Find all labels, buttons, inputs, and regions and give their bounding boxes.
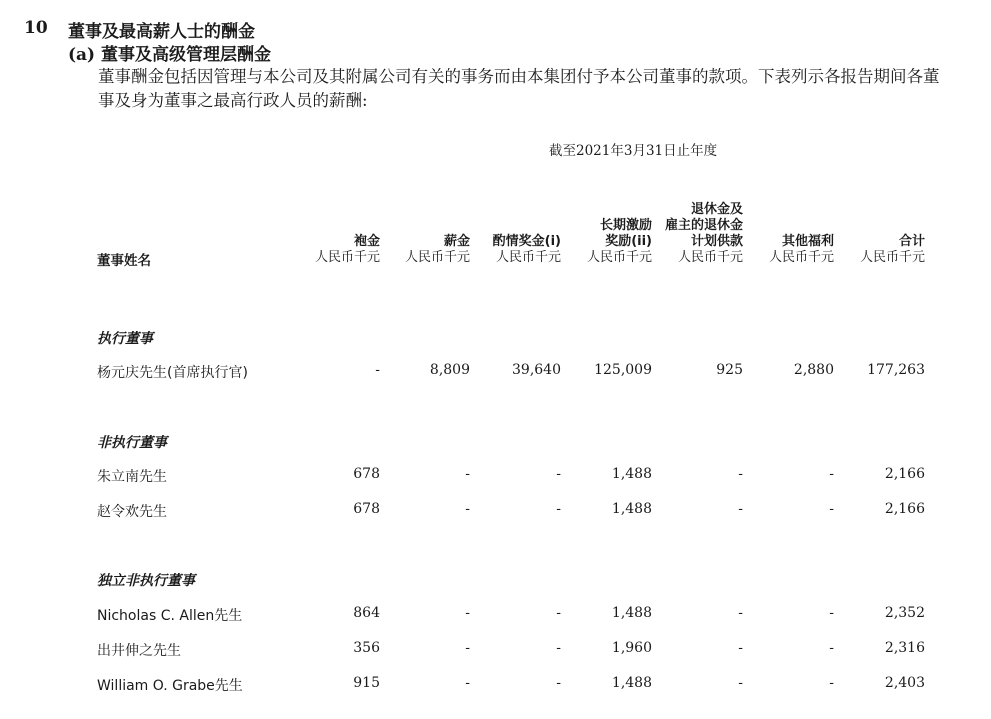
column-header-label: 雇主的退休金 bbox=[664, 218, 743, 233]
column-unit: 人民币千元 bbox=[314, 250, 380, 265]
column-header-1 bbox=[315, 234, 380, 266]
director-name: 杨元庆先生(首席执行官) bbox=[97, 365, 248, 381]
table-cell: - bbox=[375, 362, 380, 378]
table-cell: - bbox=[556, 501, 561, 517]
column-header-2 bbox=[405, 234, 470, 266]
table-cell: 925 bbox=[716, 362, 743, 378]
column-header-3 bbox=[493, 234, 561, 266]
section-number: 10 bbox=[24, 18, 48, 38]
table-cell: - bbox=[556, 640, 561, 656]
column-unit: 人民币千元 bbox=[677, 250, 743, 265]
table-cell: 8,809 bbox=[429, 362, 470, 378]
table-cell: - bbox=[465, 605, 470, 621]
column-unit: 人民币千元 bbox=[495, 250, 561, 265]
column-header-6 bbox=[769, 234, 834, 266]
table-cell: 39,640 bbox=[512, 362, 561, 378]
table-cell: 177,263 bbox=[867, 362, 925, 378]
table-cell: - bbox=[465, 501, 470, 517]
column-unit: 人民币千元 bbox=[768, 250, 834, 265]
table-cell: 678 bbox=[353, 501, 380, 517]
table-cell: 2,403 bbox=[884, 675, 925, 691]
table-cell: 125,009 bbox=[594, 362, 652, 378]
column-header-label: 袍金 bbox=[353, 234, 380, 249]
table-cell: - bbox=[829, 605, 834, 621]
category-heading: 非执行董事 bbox=[97, 435, 167, 451]
table-cell: - bbox=[465, 675, 470, 691]
table-cell: - bbox=[465, 640, 470, 656]
table-cell: - bbox=[738, 640, 743, 656]
column-header-7 bbox=[860, 234, 925, 266]
section-title: 董事及最高薪人士的酬金 bbox=[68, 22, 255, 42]
subsection-title: (a) 董事及高级管理层酬金 bbox=[68, 45, 272, 65]
column-header-label: 退休金及 bbox=[690, 202, 743, 217]
table-cell: - bbox=[465, 466, 470, 482]
table-cell: - bbox=[738, 466, 743, 482]
column-header-5 bbox=[665, 202, 743, 266]
column-header-label: 合计 bbox=[898, 234, 925, 249]
column-header-4 bbox=[587, 218, 652, 266]
category-heading: 执行董事 bbox=[97, 331, 153, 347]
director-name: Nicholas C. Allen先生 bbox=[97, 608, 243, 624]
table-cell: - bbox=[738, 675, 743, 691]
column-header-label: 酌情奖金(i) bbox=[492, 234, 561, 249]
column-unit: 人民币千元 bbox=[404, 250, 470, 265]
director-name: 朱立南先生 bbox=[97, 469, 167, 485]
table-cell: 1,960 bbox=[611, 640, 652, 656]
table-cell: 1,488 bbox=[611, 466, 652, 482]
category-heading: 独立非执行董事 bbox=[97, 573, 195, 589]
table-cell: 2,166 bbox=[884, 466, 925, 482]
name-column-header: 董事姓名 bbox=[97, 253, 151, 269]
table-cell: 678 bbox=[353, 466, 380, 482]
table-cell: 356 bbox=[353, 640, 380, 656]
table-cell: - bbox=[738, 605, 743, 621]
period-label: 截至2021年3月31日止年度 bbox=[549, 143, 718, 159]
table-cell: - bbox=[556, 605, 561, 621]
director-name: William O. Grabe先生 bbox=[97, 678, 243, 694]
table-cell: 2,352 bbox=[884, 605, 925, 621]
column-unit: 人民币千元 bbox=[586, 250, 652, 265]
table-cell: 1,488 bbox=[611, 501, 652, 517]
column-header-label: 长期激励 bbox=[599, 218, 652, 233]
table-cell: - bbox=[829, 675, 834, 691]
table-cell: - bbox=[829, 501, 834, 517]
intro-paragraph: 董事酬金包括因管理与本公司及其附属公司有关的事务而由本集团付予本公司董事的款项。下表列示各报告期间各董事及身为董事之最高行政人员的薪酬: bbox=[98, 67, 940, 110]
table-cell: 2,316 bbox=[884, 640, 925, 656]
table-cell: 1,488 bbox=[611, 605, 652, 621]
table-cell: - bbox=[556, 466, 561, 482]
director-name: 出井伸之先生 bbox=[97, 643, 181, 659]
table-cell: - bbox=[829, 466, 834, 482]
table-cell: 915 bbox=[353, 675, 380, 691]
table-cell: 864 bbox=[353, 605, 380, 621]
column-header-label: 计划供款 bbox=[690, 234, 743, 249]
table-cell: 1,488 bbox=[611, 675, 652, 691]
table-cell: 2,880 bbox=[793, 362, 834, 378]
column-unit: 人民币千元 bbox=[859, 250, 925, 265]
column-header-label: 其他福利 bbox=[781, 234, 834, 249]
table-cell: - bbox=[556, 675, 561, 691]
table-cell: - bbox=[738, 501, 743, 517]
column-header-label: 奖励(ii) bbox=[605, 234, 652, 249]
table-cell: 2,166 bbox=[884, 501, 925, 517]
table-cell: - bbox=[829, 640, 834, 656]
director-name: 赵令欢先生 bbox=[97, 504, 167, 520]
column-header-label: 薪金 bbox=[443, 234, 470, 249]
